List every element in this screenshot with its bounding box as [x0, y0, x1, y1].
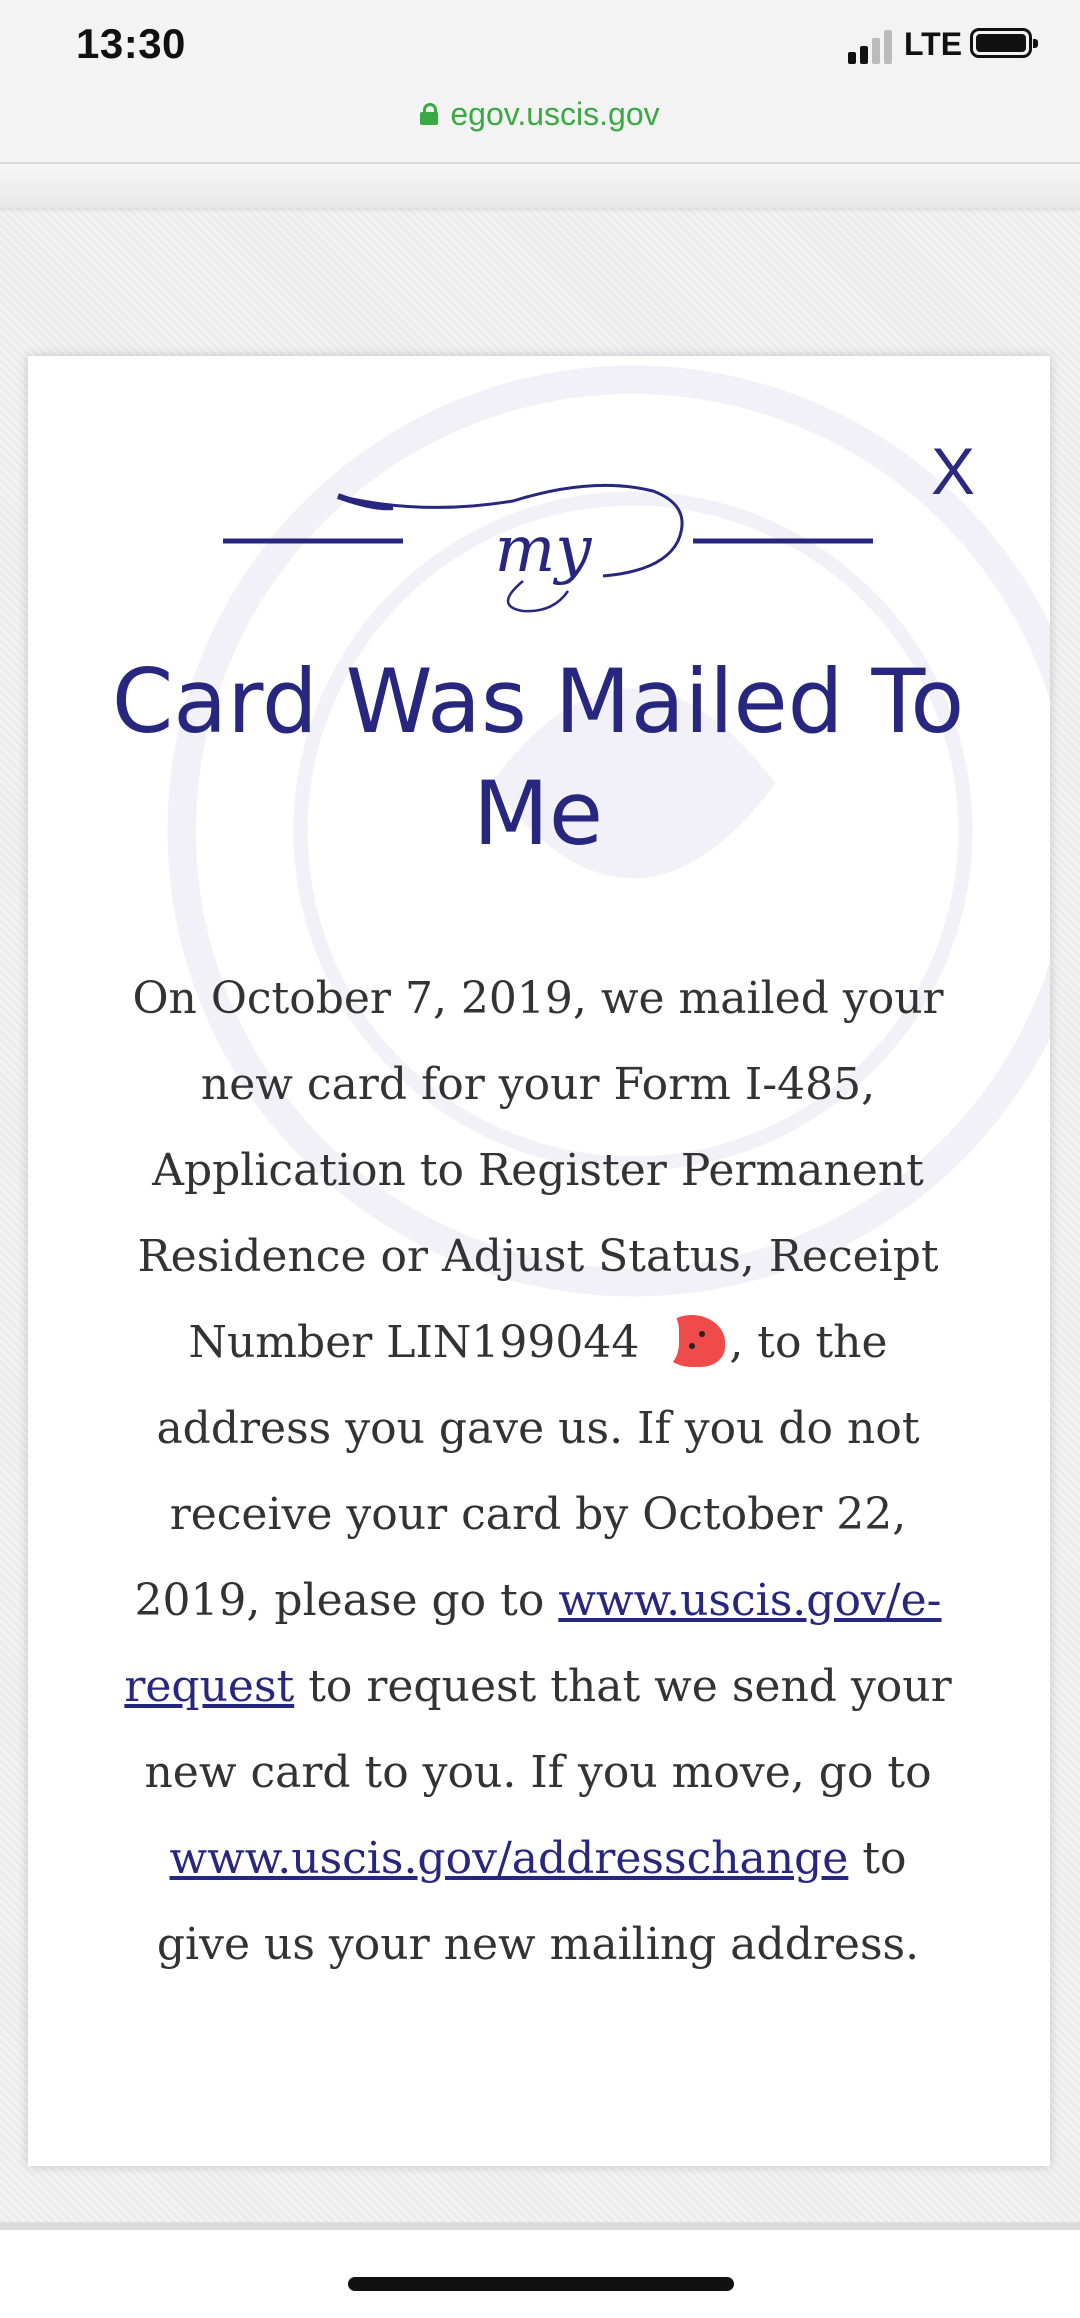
battery-icon [970, 28, 1032, 58]
page-header-strip [0, 164, 1080, 208]
address-bar[interactable] [0, 92, 1080, 164]
svg-text:my: my [494, 513, 592, 587]
message-part-3: to request that we send your new card to you. If you move, go to [144, 1661, 952, 1798]
message-part-2: , to the address you gave us. If you do not receive your card by October 22, 2019, please go to [134, 1317, 920, 1626]
status-modal [28, 356, 1050, 2166]
home-indicator[interactable] [348, 2277, 734, 2291]
close-button[interactable]: X [930, 434, 976, 508]
lock-icon [420, 103, 438, 125]
message-part-1: On October 7, 2019, we mailed your new card for your Form I-485, Application to Register Permanent Residence or Adjust Status, Receipt Number LIN199044 [132, 973, 944, 1368]
signal-strength-icon [848, 30, 898, 64]
status-message [118, 956, 958, 1988]
network-type: LTE [904, 26, 963, 62]
page-footer-strip [0, 2222, 1080, 2230]
status-time: 13:30 [76, 20, 186, 67]
modal-title: Card Was Mailed To Me [111, 650, 965, 865]
message-part-4: to give us your new mailing address. [156, 1833, 920, 1970]
redaction-sticker-icon [639, 1307, 729, 1363]
e-request-link[interactable]: www.uscis.gov/e-request [124, 1575, 942, 1712]
home-area [0, 2230, 1080, 2318]
my-uscis-logo-icon [223, 471, 873, 631]
status-bar [0, 0, 1080, 92]
url-text[interactable]: egov.uscis.gov [450, 96, 660, 132]
address-change-link[interactable]: www.uscis.gov/addresschange [169, 1833, 849, 1884]
